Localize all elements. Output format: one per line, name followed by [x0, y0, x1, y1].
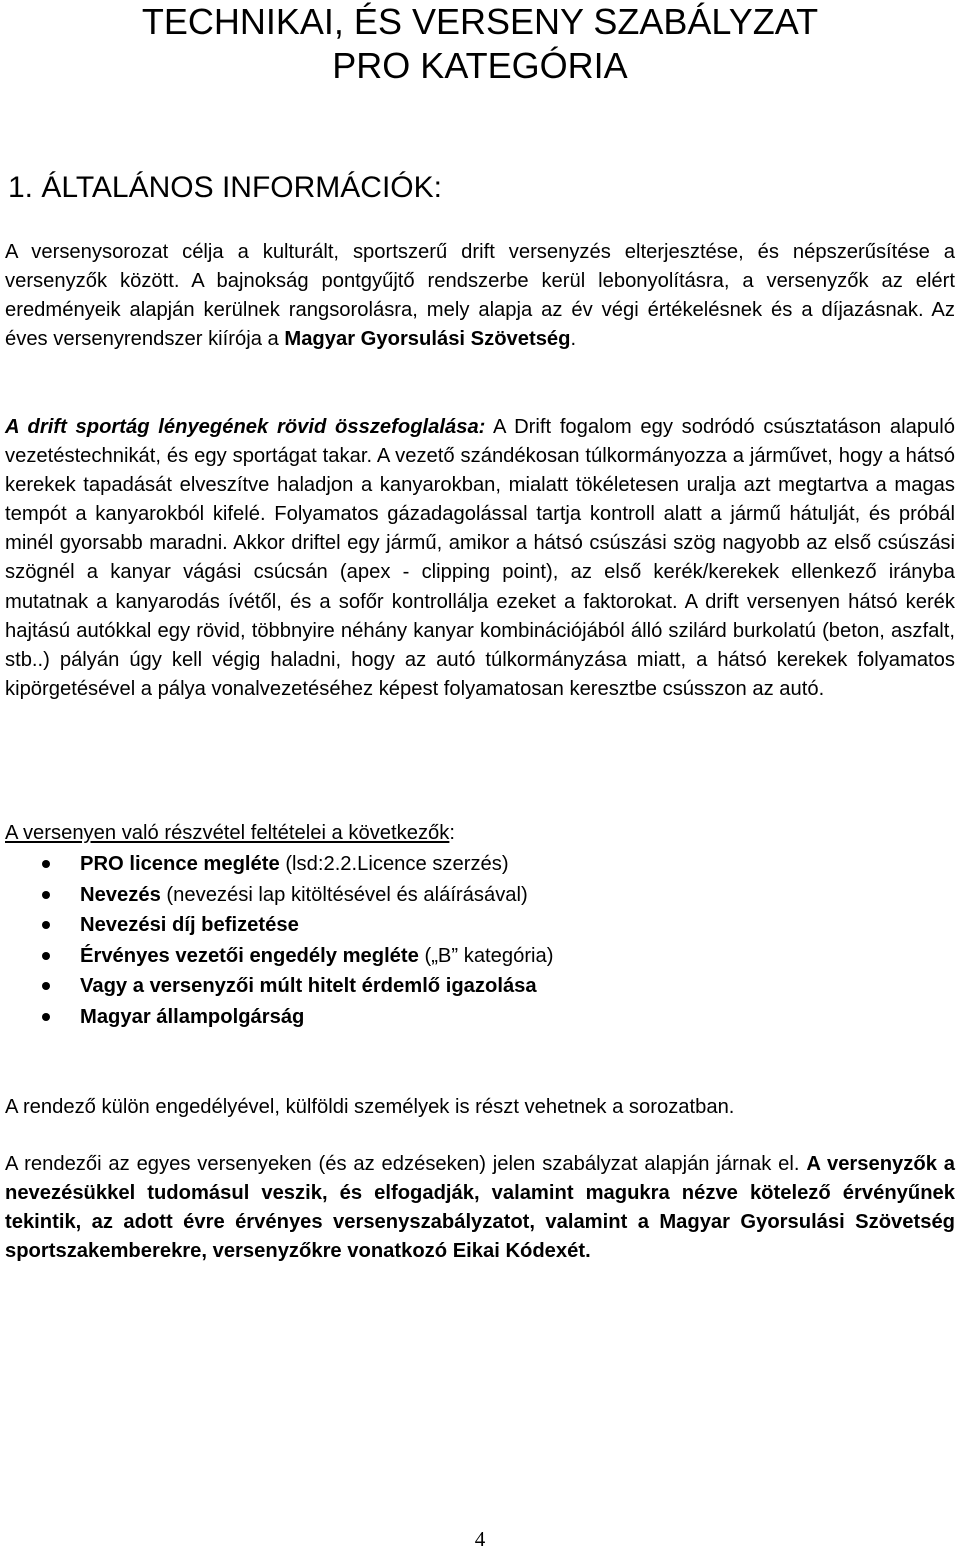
foreign-participants-note: A rendező külön engedélyével, külföldi személyek is részt vehetnek a sorozatban. — [5, 1096, 735, 1118]
organizer-name: Magyar Gyorsulási Szövetség — [284, 328, 571, 351]
list-item — [0, 910, 960, 941]
requirement-note: (nevezési lap kitöltésével és aláírásával) — [160, 883, 528, 906]
requirement-bold: PRO licence megléte — [80, 853, 280, 875]
drift-text: A Drift fogalom egy sodródó csúsztatáson alapuló vezetéstechnikát, és egy sportágat takar. A vezető szándékosan túlkormányozza a járművet, hogy a hátsó kerekek tapadását elveszítve haladjon a kanyarokban, mialatt tökéletesen uralja azt megtartva a magas tempót a kanyarokból kifelé. Folyamatos gázadagolással tartja kontroll alatt a jármű hátulját, és próbál minél gyorsabb maradni. Akkor driftel egy jármű, amikor a hátsó csúszási szög nagyobb az első csúszási szögnél a kanyar vágási csúcsán (apex - clipping point), az első kerék/kerekek ellenkező irányba mutatnak a kanyarodás ívétől, és a sofőr kontrollálja ezeket a faktorokat. A drift versenyen hátsó kerék hajtású autókkal egy rövid, többnyire néhány kanyar kombinációjából álló szilárd burkolatú (beton, aszfalt, stb..) pályán úgy kell végig haladni, hogy az autó túlkormányzása miatt, a hátsó kerekek folyamatos kipörgetésével a pálya vonalvezetéséhez képest folyamatosan keresztbe csússzon az autó. — [5, 416, 955, 700]
list-item — [0, 1002, 960, 1033]
requirement-note: („B” kategória) — [418, 944, 554, 967]
section-heading: 1. ÁLTALÁNOS INFORMÁCIÓK: — [8, 171, 442, 204]
page-number: 4 — [474, 1527, 486, 1551]
requirement-bold: Vagy a versenyzői múlt hitelt érdemlő igazolása — [80, 975, 537, 998]
intro-end: . — [570, 328, 577, 351]
document-title-line-2: PRO KATEGÓRIA — [332, 45, 628, 86]
list-item — [0, 849, 960, 880]
bullet-icon — [42, 1013, 50, 1021]
bullet-icon — [42, 921, 50, 929]
closing-text: A rendezői az egyes versenyeken (és az edzéseken) jelen szabályzat alapján járnak el. — [5, 1153, 807, 1175]
requirements-title-colon: : — [449, 822, 455, 844]
requirement-bold: Nevezés — [80, 883, 161, 906]
list-item — [0, 941, 960, 972]
bullet-icon — [42, 860, 50, 868]
requirements-list — [0, 849, 960, 1033]
bullet-icon — [42, 952, 50, 960]
requirement-bold: Magyar állampolgárság — [80, 1005, 305, 1028]
requirements-title — [5, 819, 455, 848]
requirements-title-text: A versenyen való részvétel feltételei a következők — [5, 822, 450, 844]
closing-paragraph — [5, 1150, 955, 1266]
list-item — [0, 971, 960, 1002]
bullet-icon — [42, 891, 50, 899]
drift-paragraph — [5, 413, 955, 704]
list-item — [0, 880, 960, 911]
document-title-line-1: TECHNIKAI, ÉS VERSENY SZABÁLYZAT — [141, 1, 819, 42]
requirement-bold: Érvényes vezetői engedély megléte — [80, 944, 419, 967]
bullet-icon — [42, 982, 50, 990]
requirement-bold: Nevezési díj befizetése — [80, 914, 299, 937]
intro-text: A versenysorozat célja a kulturált, sportszerű drift versenyzés elterjesztése, és népszerűsítése a versenyzők között. A bajnokság pontgyűjtő rendszerbe kerül lebonyolításra, a versenyzők az elért eredményeik alapján kerülnek rangsorolásra, mely alapja az év végi értékelésnek és a díjazásnak. Az éves versenyrendszer kiírója a — [5, 241, 955, 351]
drift-lead: A drift sportág lényegének rövid összefoglalása: — [5, 416, 486, 438]
intro-paragraph — [5, 238, 955, 354]
requirement-note: (lsd:2.2.Licence szerzés) — [279, 853, 509, 875]
closing-bold-text: A versenyzők a nevezésükkel tudomásul veszik, és elfogadják, valamint magukra nézve kötelező érvényűnek tekintik, az adott évre érvényes versenyszabályzatot, valamint a Magyar Gyorsulási Szövetség sportszakemberekre, versenyzőkre vonatkozó Eikai Kódexét. — [5, 1153, 955, 1263]
